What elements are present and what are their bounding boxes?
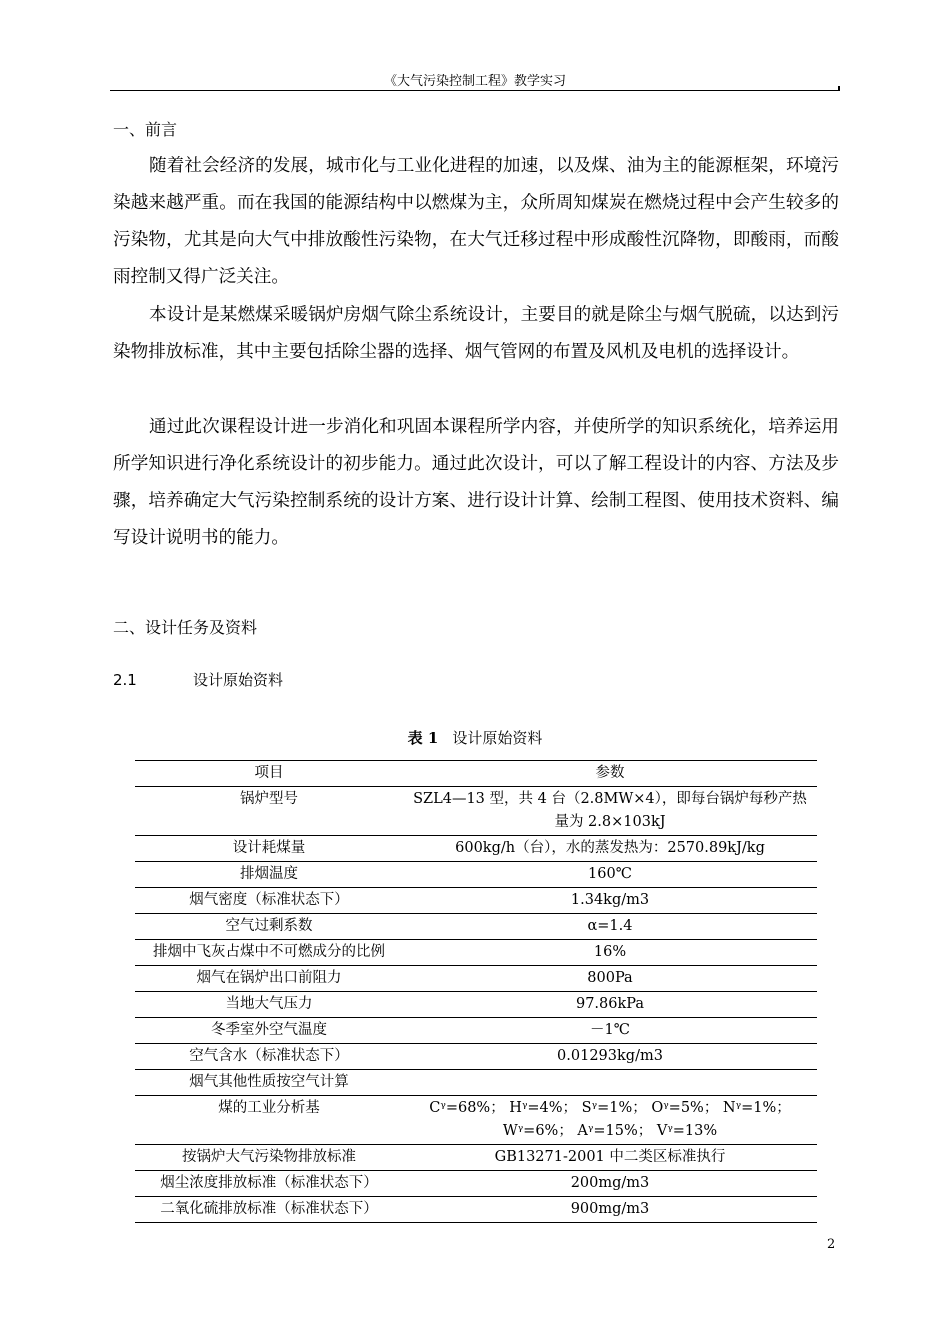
table-caption-label: 表 1 [407,729,439,747]
table-row [135,1018,817,1044]
table-cell-parameter: Cᵞ=68%； Hᵞ=4%； Sᵞ=1%； Oᵞ=5%； Nᵞ=1%； Wᵞ=6%； Aᵞ=15%； Vᵞ=13% [403,1096,817,1145]
table-cell-item: 冬季室外空气温度 [135,1018,403,1044]
table-caption-text: 设计原始资料 [452,729,543,747]
table-row [135,1145,817,1171]
table-cell-item: 排烟中飞灰占煤中不可燃成分的比例 [135,940,403,966]
table-row [135,914,817,940]
table-cell-parameter: 0.01293kg/m3 [403,1044,817,1070]
paragraph-1: 随着社会经济的发展，城市化与工业化进程的加速，以及煤、油为主的能源框架，环境污染越来越严重。而在我国的能源结构中以燃煤为主，众所周知煤炭在燃烧过程中会产生较多的污染物，尤其是向大气中排放酸性污染物，在大气迁移过程中形成酸性沉降物，即酸雨，而酸雨控制又得广泛关注。 [113,156,839,287]
table-cell-item: 当地大气压力 [135,992,403,1018]
table-cell-parameter: －1℃ [403,1018,817,1044]
table-row [135,836,817,862]
design-data-table [135,760,817,1223]
table-cell-parameter: 16% [403,940,817,966]
table-cell-parameter: 1.34kg/m3 [403,888,817,914]
table-header-parameter: 参数 [403,761,817,787]
table-cell-parameter: GB13271-2001 中二类区标准执行 [403,1145,817,1171]
table-cell-item: 烟气密度（标准状态下） [135,888,403,914]
table-cell-parameter: 160℃ [403,862,817,888]
header-rule-end [838,86,840,91]
running-header: 《大气污染控制工程》教学实习 [383,74,566,89]
subsection-title: 设计原始资料 [193,671,284,689]
table-cell-item: 按锅炉大气污染物排放标准 [135,1145,403,1171]
table-cell-item: 烟气其他性质按空气计算 [135,1070,403,1096]
table-cell-item: 设计耗煤量 [135,836,403,862]
table-cell-item: 空气含水（标准状态下） [135,1044,403,1070]
subsection-heading [113,669,283,690]
table-cell-parameter: 900mg/m3 [403,1197,817,1223]
table-row [135,1171,817,1197]
section-heading-task: 二、设计任务及资料 [113,618,258,637]
table-cell-item: 空气过剩系数 [135,914,403,940]
table-row [135,1197,817,1223]
table-row [135,862,817,888]
table-header-item: 项目 [135,761,403,787]
paragraph-3: 通过此次课程设计进一步消化和巩固本课程所学内容，并使所学的知识系统化，培养运用所学知识进行净化系统设计的初步能力。通过此次设计，可以了解工程设计的内容、方法及步骤，培养确定大气污染控制系统的设计方案、进行设计计算、绘制工程图、使用技术资料、编写设计说明书的能力。 [113,417,839,548]
table-row [135,888,817,914]
header-rule [110,90,840,91]
table-cell-parameter [403,1070,817,1096]
table-row [135,787,817,836]
table-cell-item: 烟气在锅炉出口前阻力 [135,966,403,992]
table-cell-parameter: 200mg/m3 [403,1171,817,1197]
table-row [135,940,817,966]
section-heading-preface: 一、前言 [113,120,178,139]
page-number: 2 [827,1237,836,1252]
table-row [135,1070,817,1096]
table-cell-item: 烟尘浓度排放标准（标准状态下） [135,1171,403,1197]
table-cell-item: 排烟温度 [135,862,403,888]
table-cell-parameter: 800Pa [403,966,817,992]
table-cell-parameter: α=1.4 [403,914,817,940]
paragraph-2: 本设计是某燃煤采暖锅炉房烟气除尘系统设计，主要目的就是除尘与烟气脱硫，以达到污染物排放标准，其中主要包括除尘器的选择、烟气管网的布置及风机及电机的选择设计。 [113,305,839,362]
table-row [135,966,817,992]
table-row [135,1044,817,1070]
table-row [135,992,817,1018]
table-cell-item: 煤的工业分析基 [135,1096,403,1145]
table-cell-parameter: SZL4—13 型，共 4 台（2.8MW×4），即每台锅炉每秒产热量为 2.8×103kJ [403,787,817,836]
table-caption [0,727,950,748]
table-cell-item: 锅炉型号 [135,787,403,836]
table-cell-item: 二氧化硫排放标准（标准状态下） [135,1197,403,1223]
subsection-number: 2.1 [113,671,137,689]
table-row [135,1096,817,1145]
table-header-row [135,761,817,787]
table-cell-parameter: 97.86kPa [403,992,817,1018]
table-cell-parameter: 600kg/h（台），水的蒸发热为：2570.89kJ/kg [403,836,817,862]
